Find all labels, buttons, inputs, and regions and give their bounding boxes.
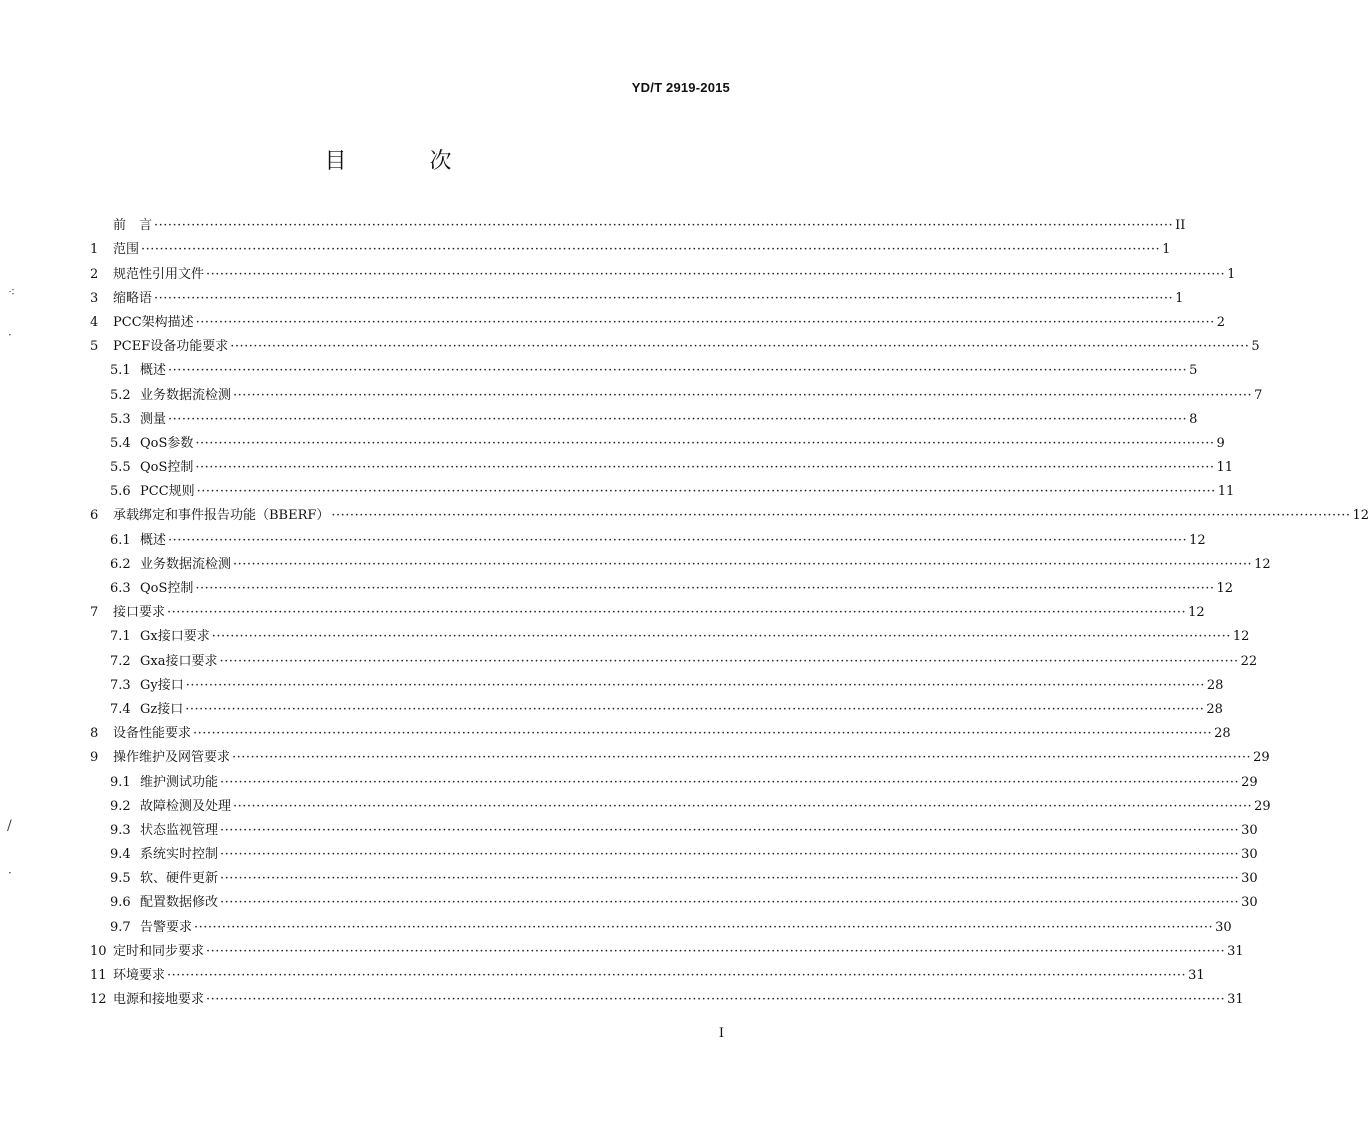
toc-entry[interactable] [90,694,1223,718]
toc-entry[interactable] [90,379,1263,403]
toc-entry-page: II [1175,218,1186,234]
page-title: 目 次 [324,149,490,174]
toc-leader-dots: ···························································································································································································································· [167,605,1187,621]
toc-entry-page: 28 [1214,726,1231,742]
toc-entry-label: Gy接口 [140,677,184,693]
toc-entry-page: 9 [1216,435,1225,451]
toc-entry-page: 29 [1253,750,1270,766]
toc-entry-number: 7.1 [110,629,131,645]
toc-entry[interactable] [90,452,1234,476]
toc-entry-page: 31 [1188,968,1205,983]
toc-entry-page: 12 [1232,629,1250,645]
toc-entry[interactable] [90,283,1184,307]
toc-leader-dots: ···························································································································································································································· [195,460,1215,476]
toc-entry-label: 维护测试功能 [140,774,219,790]
toc-entry[interactable] [90,476,1235,500]
toc-entry[interactable] [90,911,1232,935]
toc-entry-label: QoS控制 [140,460,194,476]
toc-entry-label: 概述 [140,363,167,379]
toc-entry[interactable] [90,404,1198,428]
margin-scan-mark: ⁖ [8,285,16,299]
toc-entry-number: 5.2 [110,387,131,403]
page-number: I [718,1026,724,1041]
toc-entry-number: 3 [90,290,99,306]
toc-leader-dots: ···························································································································································································································· [219,653,1239,669]
toc-entry[interactable] [90,791,1271,815]
toc-entry-label: 规范性引用文件 [113,266,205,282]
toc-entry-page: 1 [1162,242,1171,258]
toc-entry-label: 配置数据修改 [140,895,219,911]
toc-entry-number: 9 [90,750,99,766]
toc-entry-number: 5.3 [110,411,131,427]
toc-entry-number: 7 [90,605,99,621]
toc-entry-page: 22 [1240,653,1258,669]
toc-leader-dots: ···························································································································································································································· [232,750,1252,766]
toc-leader-dots: ···························································································································································································································· [168,411,1188,427]
toc-entry-number: 6.1 [110,532,131,548]
toc-entry-number: 4 [90,314,99,330]
toc-entry-label: 承载绑定和事件报告功能（BBERF） [113,508,330,524]
toc-entry-page: 12 [1188,605,1205,621]
toc-entry-page: 12 [1254,556,1271,572]
toc-entry-label: 业务数据流检测 [140,387,232,403]
toc-entry[interactable] [90,621,1250,645]
toc-leader-dots: ···························································································································································································································· [233,556,1253,572]
toc-entry-label: 操作维护及网管要求 [113,750,231,766]
toc-entry-number: 5 [90,339,99,355]
toc-leader-dots: ···························································································································································································································· [206,266,1226,282]
toc-entry-number: 9.3 [110,822,131,838]
toc-entry[interactable] [90,524,1206,548]
toc-leader-dots: ···························································································································································································································· [195,435,1215,451]
toc-entry-label: 系统实时控制 [140,847,219,863]
toc-entry-page: 29 [1254,798,1271,814]
toc-entry-label: 概述 [140,532,167,548]
toc-entry-page: 12 [1216,581,1234,596]
toc-entry-label: 环境要求 [113,968,166,983]
toc-entry-page: 1 [1175,290,1184,306]
toc-entry-number: 7.4 [110,701,131,717]
toc-entry-label: PCC规则 [140,484,195,500]
toc-entry-number: 7.2 [110,653,131,669]
toc-entry-label: QoS控制 [140,581,194,596]
toc-leader-dots: ···························································································································································································································· [233,798,1253,814]
toc-entry-page: 12 [1189,532,1206,548]
toc-leader-dots: ···························································································································································································································· [206,992,1226,1008]
toc-entry[interactable] [90,718,1231,742]
toc-entry-number: 9.1 [110,774,131,790]
margin-scan-mark: / [7,818,12,834]
toc-entry-number: 9.5 [110,871,131,887]
toc-entry-number: 6.2 [110,556,131,572]
toc-entry-label: 告警要求 [140,919,193,935]
toc-entry[interactable] [90,258,1236,282]
toc-entry-page: 30 [1241,895,1258,911]
toc-entry-number: 7.3 [110,677,131,693]
toc-leader-dots: ···························································································································································································································· [211,629,1231,645]
toc-entry-number: 5.6 [110,484,131,500]
toc-entry-label: 缩略语 [113,290,153,306]
toc-leader-dots: ···························································································································································································································· [220,895,1240,911]
toc-entry-number: 9.6 [110,895,131,911]
toc-entry-number: 8 [90,726,99,742]
toc-entry-page: 12 [1352,508,1369,524]
margin-scan-mark: · [8,328,12,342]
toc-entry[interactable] [90,331,1260,355]
toc-entry-label: 电源和接地要求 [113,992,205,1008]
toc-entry-label: 前 言 [113,218,153,234]
toc-leader-dots: ···························································································································································································································· [331,508,1351,524]
toc-entry-label: Gx接口要求 [140,629,210,645]
toc-leader-dots: ···························································································································································································································· [168,532,1188,548]
toc-entry-page: 29 [1241,774,1258,790]
toc-entry-label: 故障检测及处理 [140,798,232,814]
toc-entry-page: 1 [1227,266,1236,282]
toc-entry-page: 5 [1251,339,1260,355]
toc-entry[interactable] [90,839,1258,863]
toc-entry-label: 业务数据流检测 [140,556,232,572]
toc-entry-label: 范围 [113,242,140,258]
toc-entry-number: 5.5 [110,460,131,476]
toc-entry-page: 31 [1227,992,1244,1008]
toc-leader-dots: ···························································································································································································································· [154,290,1174,306]
toc-leader-dots: ···························································································································································································································· [195,314,1215,330]
table-of-contents [90,210,1369,1008]
toc-entry-number: 5.4 [110,435,131,451]
toc-entry[interactable] [90,887,1258,911]
toc-entry-label: 定时和同步要求 [113,943,205,959]
toc-entry[interactable] [90,234,1171,258]
toc-entry[interactable] [90,500,1369,524]
toc-entry-label: QoS参数 [140,435,194,451]
toc-leader-dots: ···························································································································································································································· [196,484,1216,500]
toc-entry[interactable] [90,428,1225,452]
toc-entry[interactable] [90,573,1234,597]
toc-leader-dots: ···························································································································································································································· [167,968,1187,983]
toc-entry[interactable] [90,355,1198,379]
toc-entry-label: 设备性能要求 [113,726,192,742]
toc-leader-dots: ···························································································································································································································· [195,581,1215,596]
toc-entry[interactable] [90,960,1205,984]
toc-entry-page: 28 [1206,701,1223,717]
toc-leader-dots: ···························································································································································································································· [168,363,1188,379]
toc-leader-dots: ···························································································································································································································· [185,677,1205,693]
toc-leader-dots: ···························································································································································································································· [220,871,1240,887]
toc-entry-page: 28 [1206,677,1224,693]
toc-entry[interactable] [90,766,1258,790]
toc-entry-page: 30 [1215,919,1232,935]
toc-leader-dots: ···························································································································································································································· [193,726,1213,742]
toc-entry-number: 9.4 [110,847,131,863]
toc-entry-number: 12 [90,992,107,1008]
toc-entry[interactable] [90,645,1258,669]
toc-entry-page: 30 [1241,822,1258,838]
toc-leader-dots: ···························································································································································································································· [220,847,1240,863]
toc-entry-label: Gz接口 [140,701,184,717]
toc-entry-page: 5 [1189,363,1198,379]
toc-entry[interactable] [90,815,1258,839]
toc-leader-dots: ···························································································································································································································· [206,943,1226,959]
toc-entry-number: 1 [90,242,99,258]
toc-entry-label: 接口要求 [113,605,166,621]
toc-entry[interactable] [90,984,1244,1008]
toc-entry-page: 11 [1217,484,1235,500]
toc-leader-dots: ···························································································································································································································· [220,822,1240,838]
toc-entry-page: 7 [1254,387,1263,403]
toc-entry-number: 6 [90,508,99,524]
toc-entry-page: 30 [1241,871,1258,887]
toc-entry-page: 11 [1216,460,1234,476]
toc-entry-label: 测量 [140,411,167,427]
toc-entry[interactable] [90,597,1205,621]
toc-leader-dots: ···························································································································································································································· [230,339,1250,355]
toc-leader-dots: ···························································································································································································································· [154,218,1174,234]
toc-entry-number: 2 [90,266,99,282]
standard-code: YD/T 2919-2015 [631,80,730,95]
toc-entry-label: PCEF设备功能要求 [113,339,229,355]
toc-leader-dots: ···························································································································································································································· [194,919,1214,935]
toc-leader-dots: ···························································································································································································································· [141,242,1161,258]
toc-leader-dots: ···························································································································································································································· [220,774,1240,790]
toc-entry-label: PCC架构描述 [113,314,194,330]
toc-entry-number: 11 [90,968,107,983]
toc-entry-page: 31 [1227,943,1244,959]
toc-entry[interactable] [90,210,1186,234]
toc-entry-number: 10 [90,943,107,959]
toc-entry-page: 2 [1216,314,1226,330]
toc-entry-label: 状态监视管理 [140,822,219,838]
toc-entry[interactable] [90,936,1244,960]
toc-entry[interactable] [90,670,1224,694]
toc-entry-label: Gxa接口要求 [140,653,218,669]
toc-entry-label: 软、硬件更新 [140,871,219,887]
toc-leader-dots: ···························································································································································································································· [233,387,1253,403]
toc-entry-page: 8 [1189,411,1198,427]
toc-entry-number: 6.3 [110,581,131,596]
toc-entry[interactable] [90,742,1270,766]
toc-entry-number: 5.1 [110,363,131,379]
toc-entry[interactable] [90,863,1258,887]
toc-entry-number: 9.7 [110,919,131,935]
margin-scan-mark: · [8,866,12,880]
toc-leader-dots: ···························································································································································································································· [185,701,1205,717]
toc-entry-number: 9.2 [110,798,131,814]
toc-entry[interactable] [90,307,1226,331]
toc-entry-page: 30 [1241,847,1258,863]
toc-entry[interactable] [90,549,1271,573]
